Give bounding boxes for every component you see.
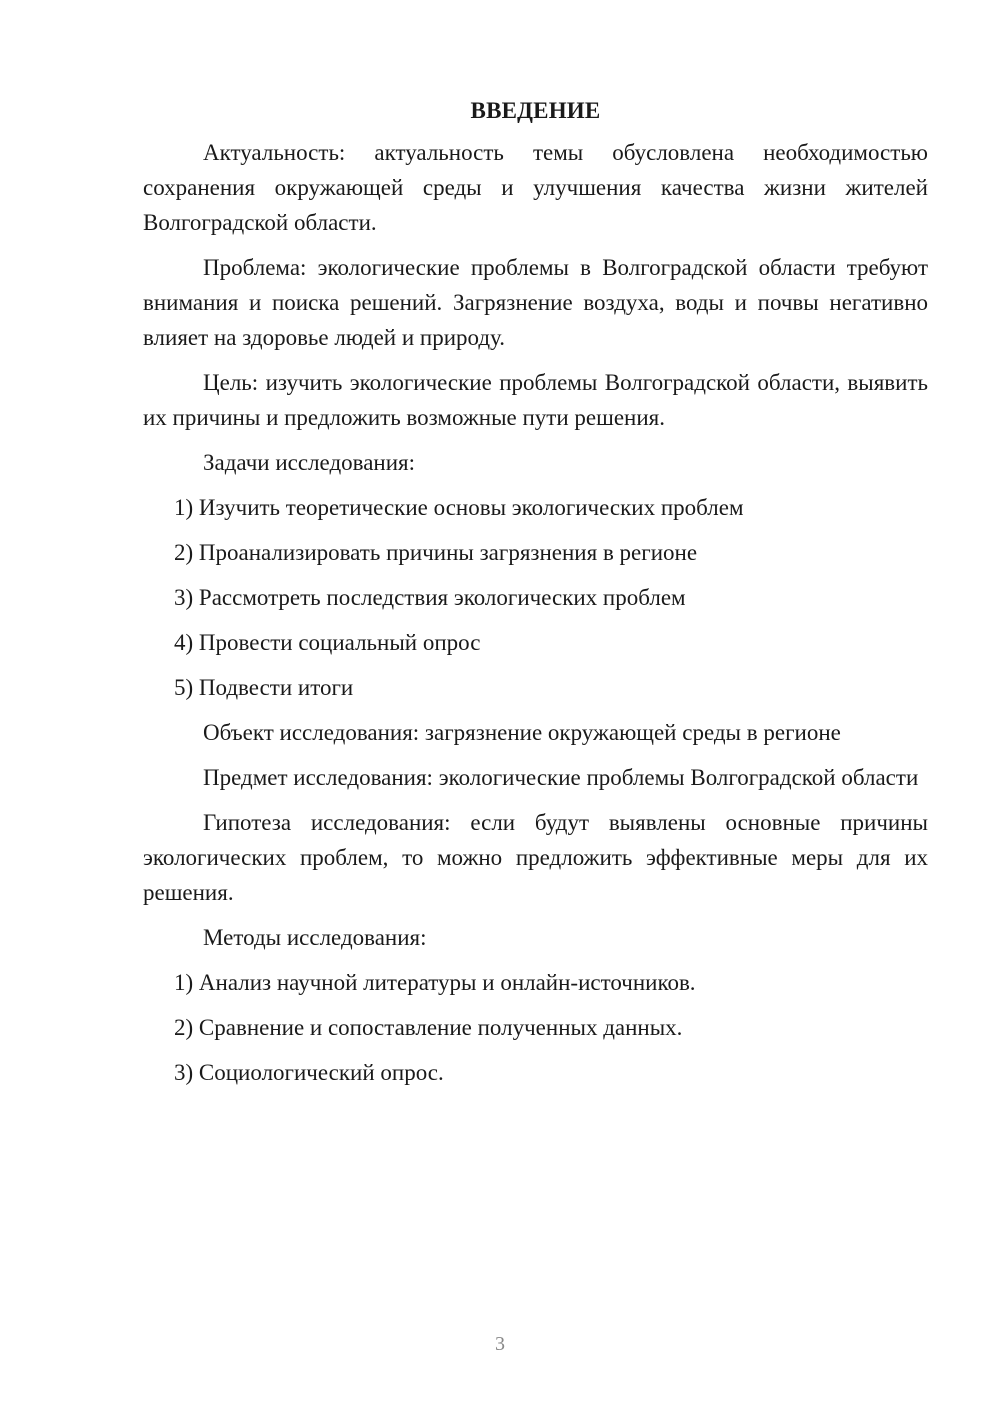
page-number: 3 xyxy=(495,1333,505,1355)
section-title: ВВЕДЕНИЕ xyxy=(470,98,601,123)
list-item-task-3: 3) Рассмотреть последствия экологических проблем xyxy=(174,585,686,610)
list-item-method-3: 3) Социологический опрос. xyxy=(174,1060,444,1085)
methods-heading: Методы исследования: xyxy=(203,925,427,950)
list-item-method-1: 1) Анализ научной литературы и онлайн-источников. xyxy=(174,970,696,995)
relevance-paragraph: Актуальность: актуальность темы обусловлена необходимостью сохранения окружающей среды и улучшения качества жизни жителей Волгоградской области. xyxy=(143,140,928,235)
methods-list xyxy=(143,965,928,1090)
list-item-task-1: 1) Изучить теоретические основы экологических проблем xyxy=(174,495,744,520)
list-item-task-4: 4) Провести социальный опрос xyxy=(174,630,481,655)
page-content xyxy=(143,93,928,1100)
list-item-task-2: 2) Проанализировать причины загрязнения в регионе xyxy=(174,540,698,565)
list-item-task-5: 5) Подвести итоги xyxy=(174,675,354,700)
subject-paragraph: Предмет исследования: экологические проблемы Волгоградской области xyxy=(203,765,919,790)
tasks-heading: Задачи исследования: xyxy=(203,450,416,475)
goal-paragraph: Цель: изучить экологические проблемы Волгоградской области, выявить их причины и предложить возможные пути решения. xyxy=(143,370,928,430)
hypothesis-paragraph: Гипотеза исследования: если будут выявлены основные причины экологических проблем, то можно предложить эффективные меры для их решения. xyxy=(143,810,928,905)
problem-paragraph: Проблема: экологические проблемы в Волгоградской области требуют внимания и поиска решений. Загрязнение воздуха, воды и почвы негативно влияет на здоровье людей и природу. xyxy=(143,255,928,350)
list-item-method-2: 2) Сравнение и сопоставление полученных данных. xyxy=(174,1015,683,1040)
tasks-list xyxy=(143,490,928,705)
object-paragraph: Объект исследования: загрязнение окружающей среды в регионе xyxy=(203,720,841,745)
